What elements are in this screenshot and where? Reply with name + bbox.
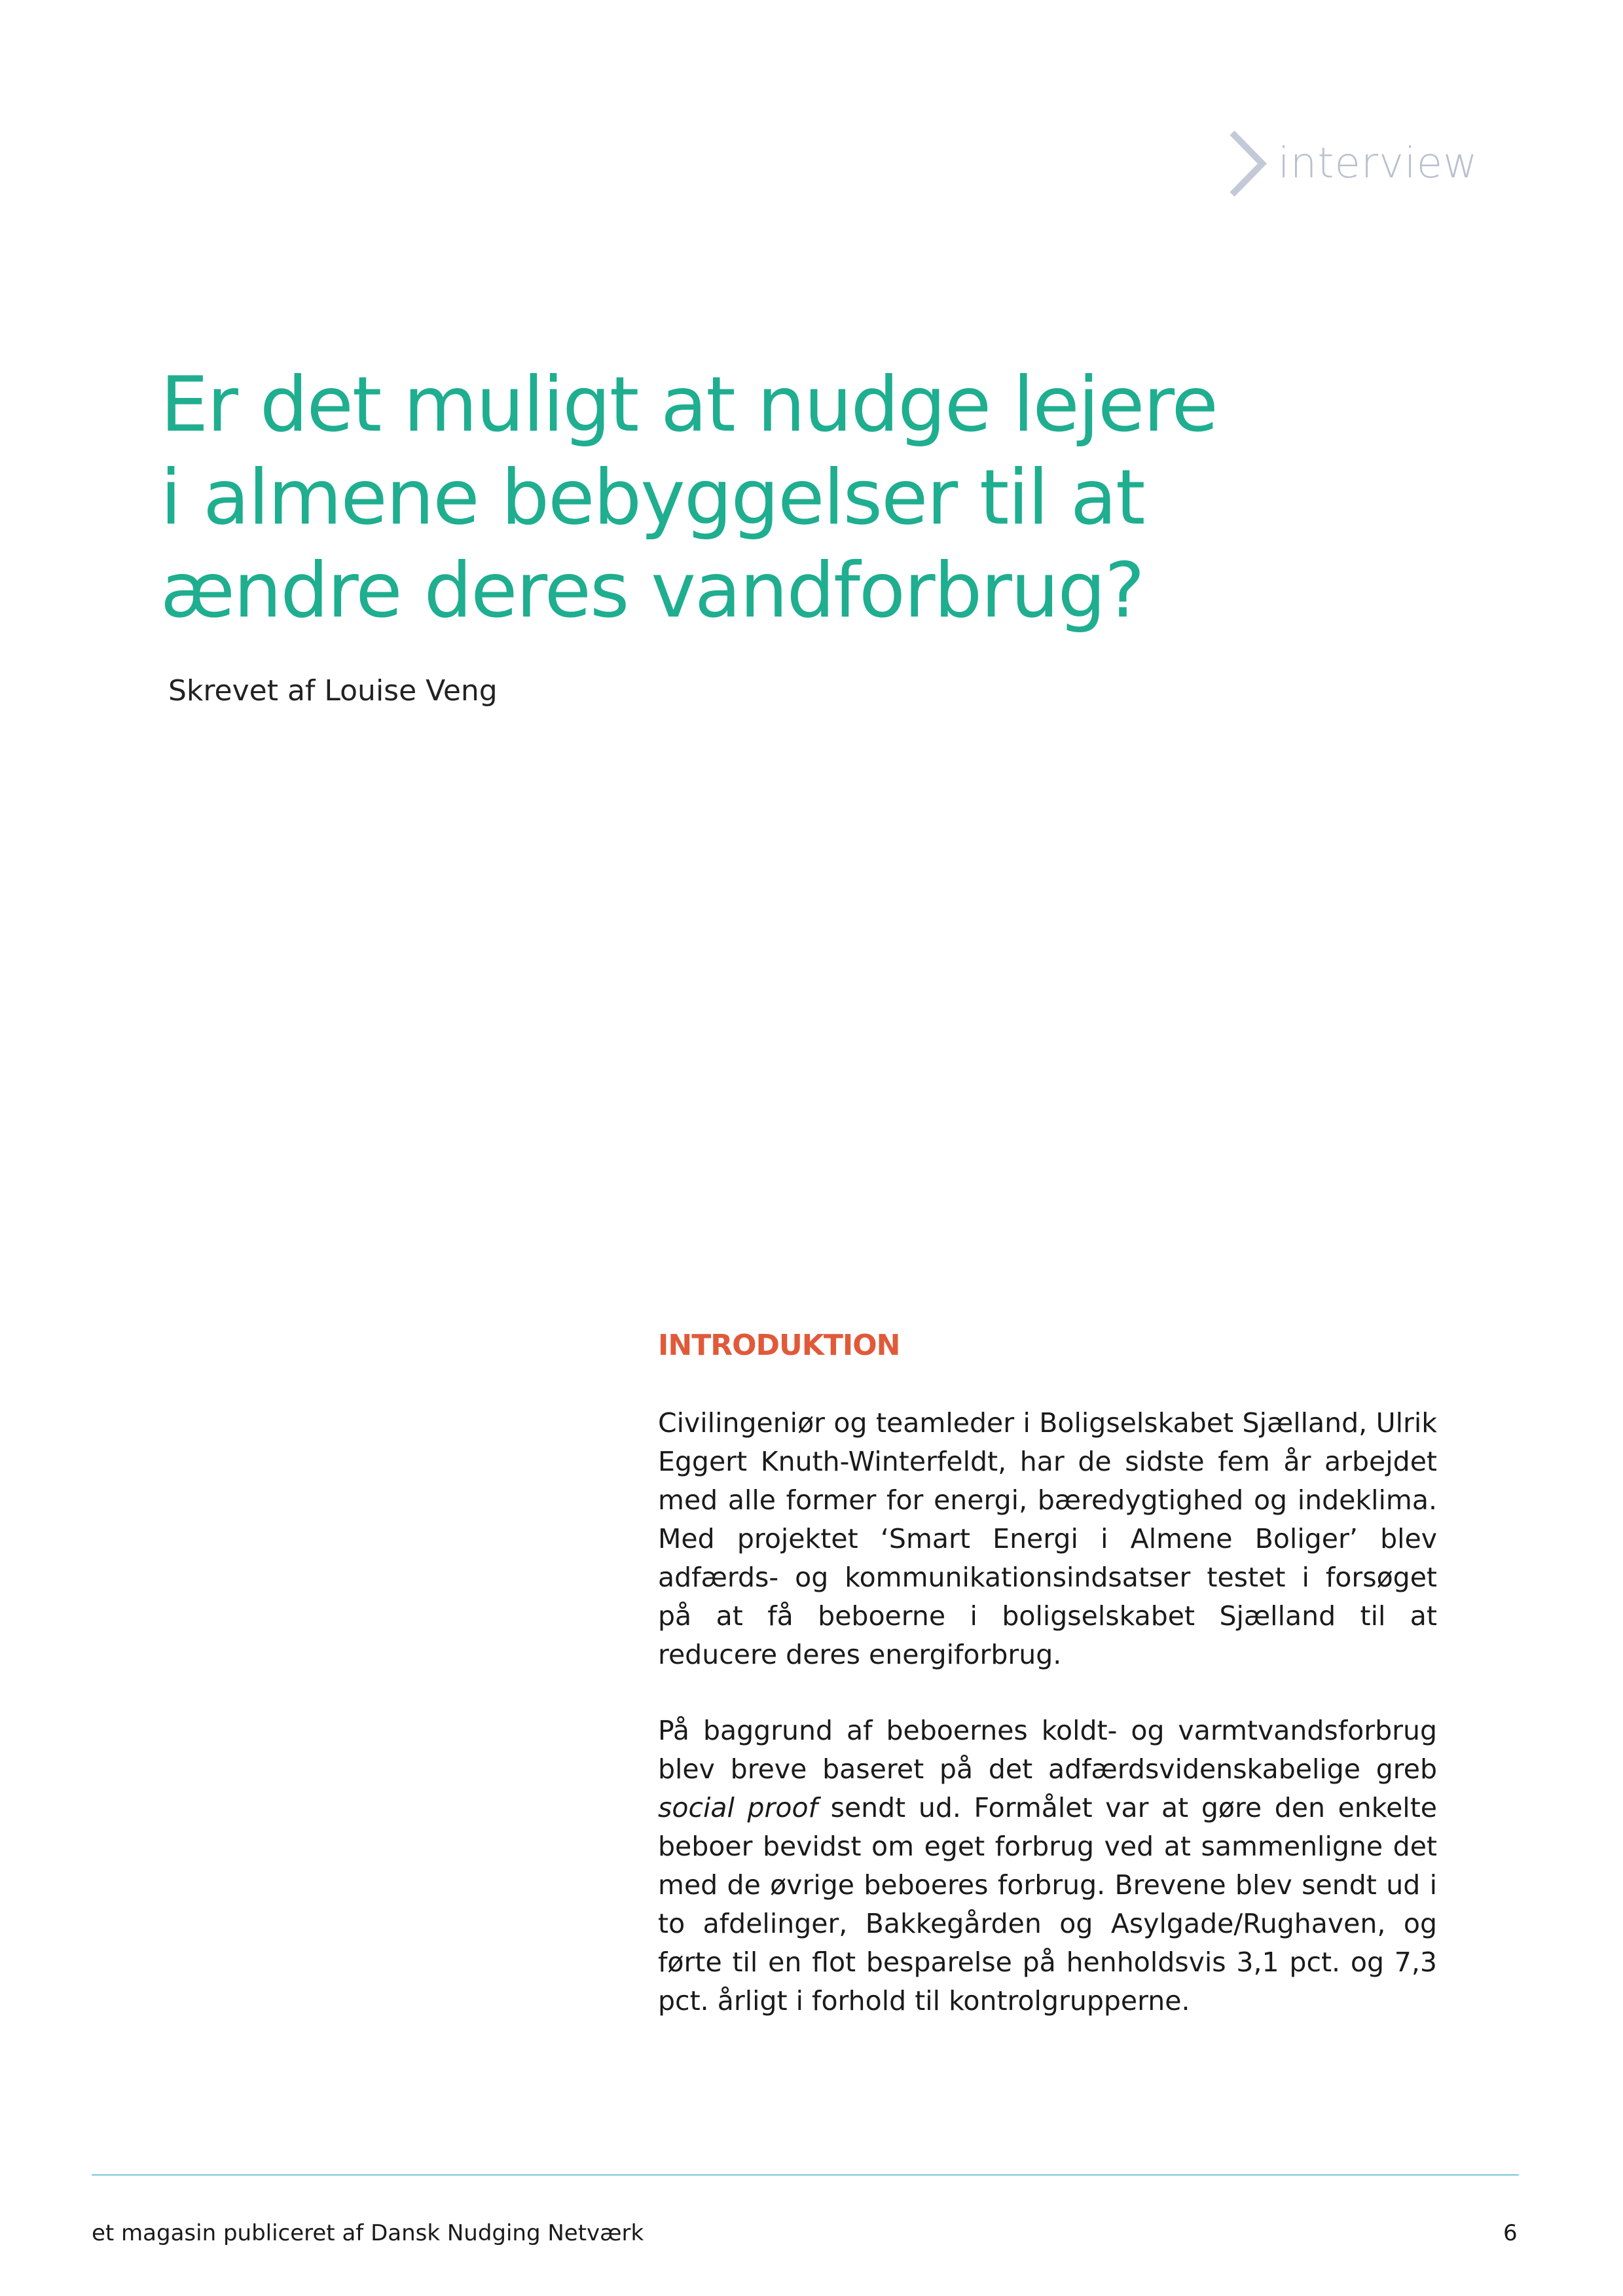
italic-term: social proof [658, 1792, 818, 1823]
article-title-line: Er det muligt at nudge lejere [160, 361, 1217, 449]
intro-heading: INTRODUKTION [658, 1329, 900, 1362]
footer-divider [92, 2174, 1519, 2176]
article-title [160, 359, 1273, 637]
intro-paragraph: Civilingeniør og teamleder i Boligselskabet Sjælland, Ulrik Eggert Knuth-Winterfeldt, har de sidste fem år arbejdet med alle former for energi, bæredygtighed og indeklima. Med projektet ‘Smart Energi i Almene Boliger’ blev adfærds- og kommunikationsindsatser testet i forsøget på at få beboerne i boligselskabet Sjælland til at reducere deres energiforbrug. [658, 1407, 1437, 1670]
footer-publisher: et magasin publiceret af Dansk Nudging Netværk [92, 2220, 644, 2246]
section-tag [1224, 124, 1478, 203]
byline: Skrevet af Louise Veng [168, 674, 498, 708]
paragraph-text: På baggrund af beboernes koldt- og varmtvandsforbrug blev breve baseret på det adfærdsvidenskabelige greb [658, 1715, 1437, 1785]
chevron-right-icon [1224, 128, 1270, 200]
paragraph-text: sendt ud. Formålet var at gøre den enkelte beboer bevidst om eget forbrug ved at sammenligne det med de øvrige beboeres forbrug. Brevene blev sendt ud i to afdelinger, Bakkegården og Asylgade/Rughaven, og førte til en flot besparelse på henholdsvis 3,1 pct. og 7,3 pct. årligt i forhold til kontrolgrupperne. [658, 1792, 1437, 2017]
section-label: interview [1278, 139, 1478, 188]
body-paragraph [658, 1712, 1437, 2020]
page-number: 6 [1503, 2220, 1518, 2246]
article-title-line: i almene bebyggelser til at [160, 454, 1144, 542]
article-title-line: ændre deres vandforbrug? [160, 547, 1144, 635]
